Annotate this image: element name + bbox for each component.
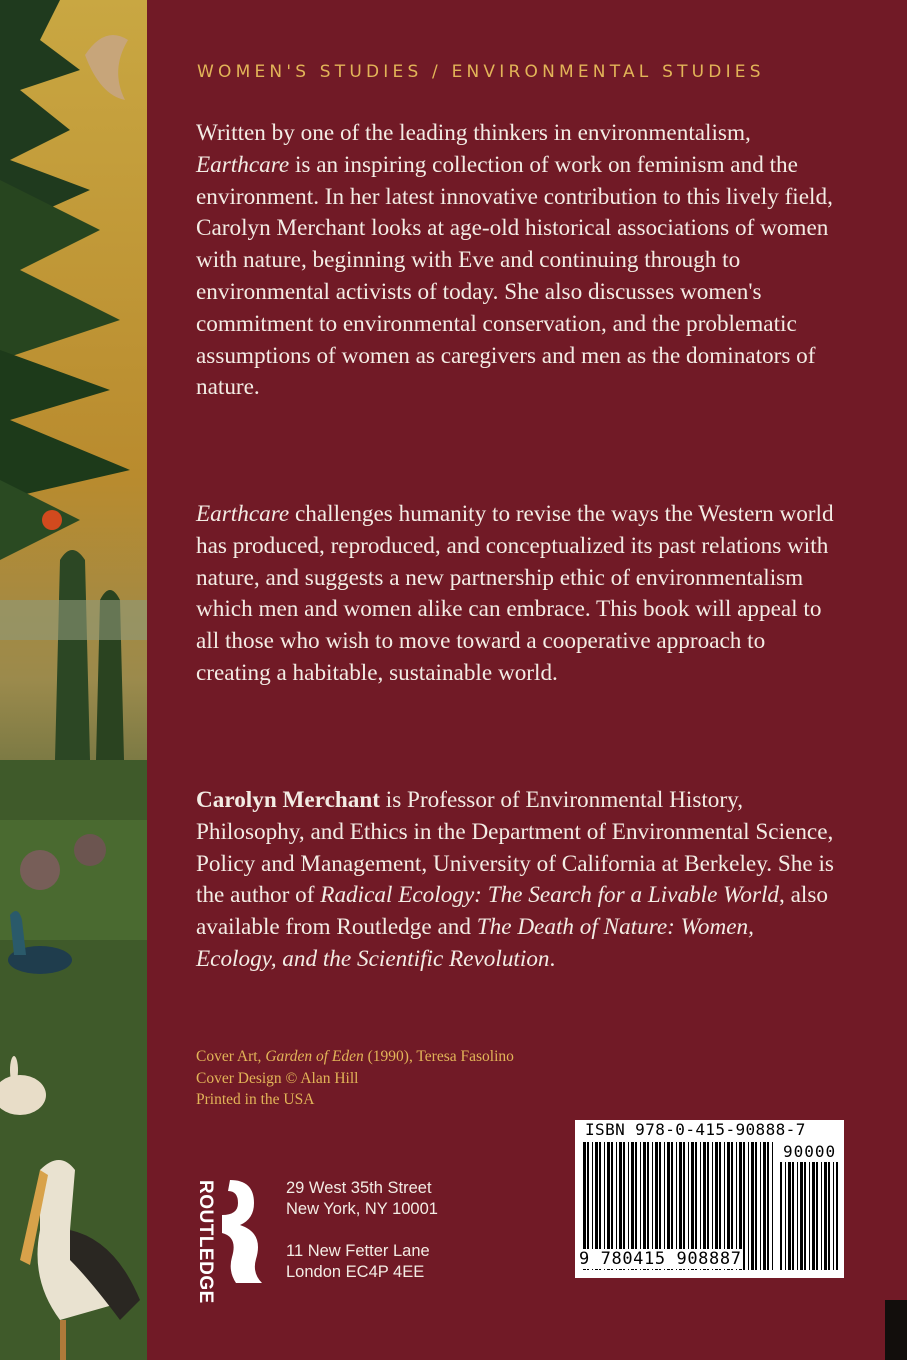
description-text: Written by one of the leading thinkers in environmentalism, [196,120,751,146]
cover-design-credit: Cover Design © Alan Hill [196,1069,359,1087]
description-text: challenges humanity to revise the ways the Western world has produced, reproduced, and conceptualized its past relations with nature, and suggests a new partnership ethic of environmentalism which men and women alike can embrace. This book will appeal to all those who wish to move toward a cooperative approach to creating a habitable, sustainable world. [196,501,834,686]
cover-art-credit [196,1046,514,1068]
cover-painting-strip [0,0,147,1360]
author-name: Carolyn Merchant [196,787,380,813]
description-paragraph-1 [196,118,836,404]
artwork-title: Garden of Eden [265,1048,364,1065]
address-new-york [286,1178,438,1220]
other-book-title: The Death of Nature: Women, Ecology, and the Scientific Revolution [196,914,754,972]
other-book-title: Radical Ecology: The Search for a Livable World [320,882,780,909]
isbn-label: ISBN 978-0-415-90888-7 [585,1120,806,1139]
bio-text: is Professor of Environmental History, Philosophy, and Ethics in the Department of Environmental Science, Policy and Management, University of California at Berkeley. She is the author of [196,787,834,909]
description-paragraph-2 [196,499,836,690]
address-line: 11 New Fetter Lane [286,1242,430,1260]
publisher-name-text: ROUTLEDGE [195,1180,216,1304]
credit-text: (1990), Teresa Fasolino [363,1048,514,1065]
address-london [286,1241,430,1283]
category-label: WOMEN'S STUDIES / ENVIRONMENTAL STUDIES [197,62,765,82]
address-line: 29 West 35th Street [286,1179,432,1197]
bio-text: . [549,945,556,972]
book-title: Earthcare [196,151,290,178]
price-code: 90000 [783,1142,837,1161]
cover-credits [196,1046,514,1111]
corner-shadow [885,1300,907,1360]
book-title: Earthcare [196,501,290,527]
addon-barcode-bars [780,1162,838,1270]
address-line: New York, NY 10001 [286,1200,438,1218]
printed-in: Printed in the USA [196,1091,315,1108]
routledge-logo-icon [192,1175,272,1285]
author-bio [196,785,836,976]
address-line: London EC4P 4EE [286,1263,425,1281]
description-text: is an inspiring collection of work on feminism and the environment. In her latest innovative contribution to this lively field, Carolyn Merchant looks at age-old historical associations of women with nature, beginning with Eve and continuing through to environmental activists of today. She also discusses women's commitment to environmental conservation, and the problematic assumptions of women as caregivers and men as the dominators of nature. [196,151,833,401]
bio-text: , also available from Routledge and [196,882,828,941]
ean-number: 9 780415 908887 [579,1249,742,1269]
credit-text: Cover Art, [196,1048,266,1065]
isbn-barcode [575,1120,844,1278]
